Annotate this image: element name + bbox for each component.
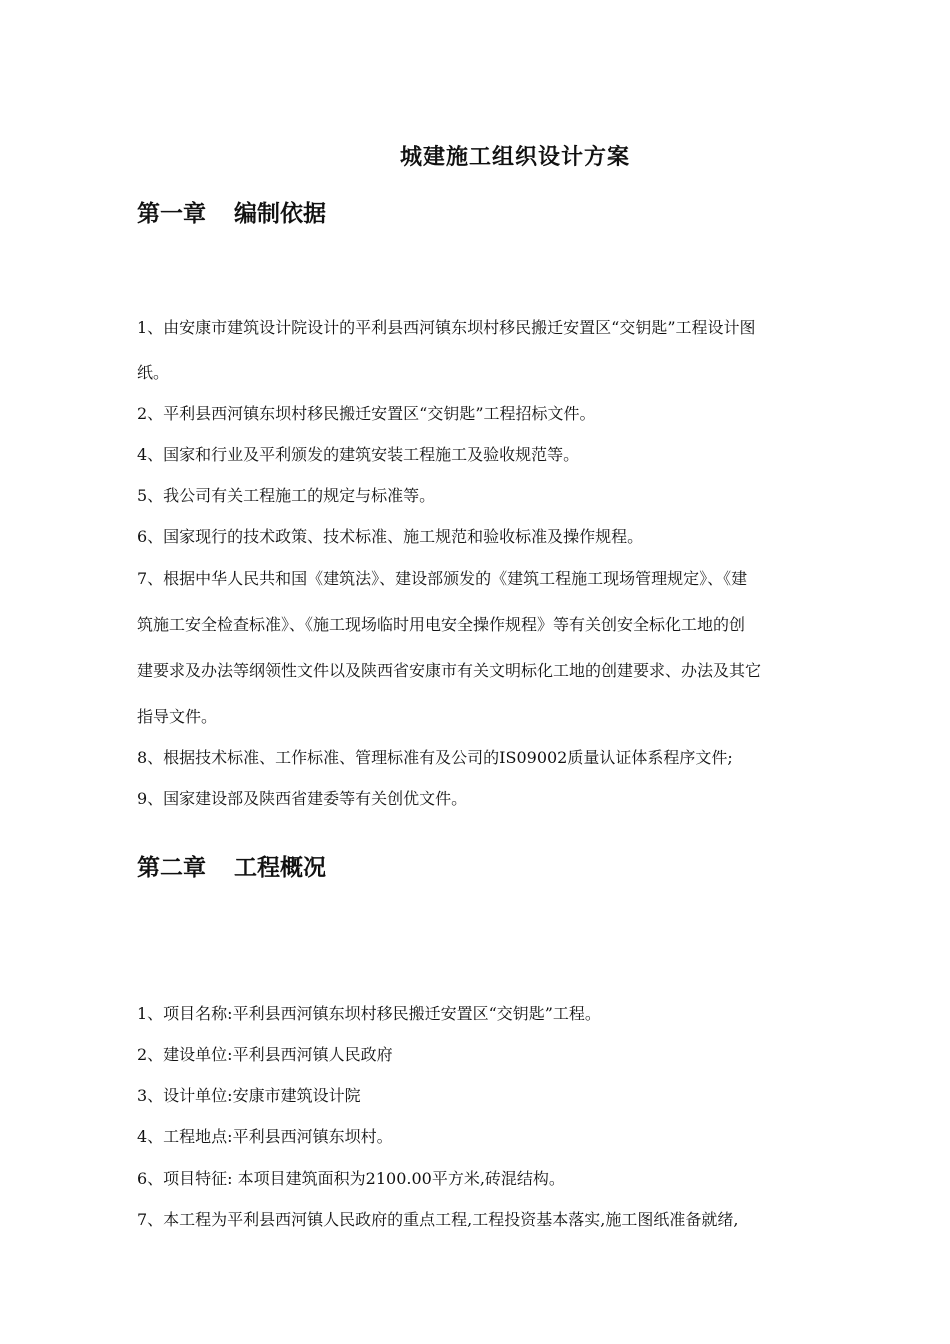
document-title: 城建施工组织设计方案 <box>399 144 630 170</box>
chapter-1-line: 9、国家建设部及陕西省建委等有关创优文件。 <box>137 789 468 808</box>
chapter-2-line: 4、工程地点:平利县西河镇东坝村。 <box>137 1127 393 1146</box>
chapter-2-heading <box>137 852 326 884</box>
chapter-1-title: 编制依据 <box>234 200 326 227</box>
chapter-1-line: 4、国家和行业及平利颁发的建筑安装工程施工及验收规范等。 <box>137 445 580 464</box>
chapter-1-line: 筑施工安全检查标准》、《施工现场临时用电安全操作规程》等有关创安全标化工地的创 <box>137 615 746 634</box>
chapter-1-line: 6、国家现行的技术政策、技术标准、施工规范和验收标准及操作规程。 <box>137 527 644 546</box>
chapter-2-line: 7、本工程为平利县西河镇人民政府的重点工程,工程投资基本落实,施工图纸准备就绪, <box>137 1210 739 1229</box>
chapter-1-line: 2、平利县西河镇东坝村移民搬迁安置区“交钥匙”工程招标文件。 <box>137 404 596 423</box>
chapter-1-heading <box>137 198 326 230</box>
chapter-2-line: 2、建设单位:平利县西河镇人民政府 <box>137 1045 393 1064</box>
chapter-1-line: 8、根据技术标准、工作标准、管理标准有及公司的IS09002质量认证体系程序文件; <box>137 748 733 767</box>
chapter-1-line: 1、由安康市建筑设计院设计的平利县西河镇东坝村移民搬迁安置区“交钥匙”工程设计图 <box>137 318 756 337</box>
chapter-2-line: 1、项目名称:平利县西河镇东坝村移民搬迁安置区“交钥匙”工程。 <box>137 1004 601 1023</box>
chapter-1-line: 5、我公司有关工程施工的规定与标准等。 <box>137 486 436 505</box>
chapter-2-line: 3、设计单位:安康市建筑设计院 <box>137 1086 361 1105</box>
chapter-1-line: 7、根据中华人民共和国《建筑法》、建设部颁发的《建筑工程施工现场管理规定》、《建 <box>137 569 748 588</box>
chapter-1-line: 建要求及办法等纲领性文件以及陕西省安康市有关文明标化工地的创建要求、办法及其它 <box>137 661 762 680</box>
chapter-2-number: 第二章 <box>137 854 206 881</box>
chapter-1-number: 第一章 <box>137 200 206 227</box>
chapter-2-title: 工程概况 <box>234 854 326 881</box>
chapter-1-line: 纸。 <box>137 363 170 382</box>
chapter-1-line: 指导文件。 <box>137 707 218 726</box>
chapter-2-line: 6、项目特征: 本项目建筑面积为2100.00平方米,砖混结构。 <box>137 1169 565 1188</box>
